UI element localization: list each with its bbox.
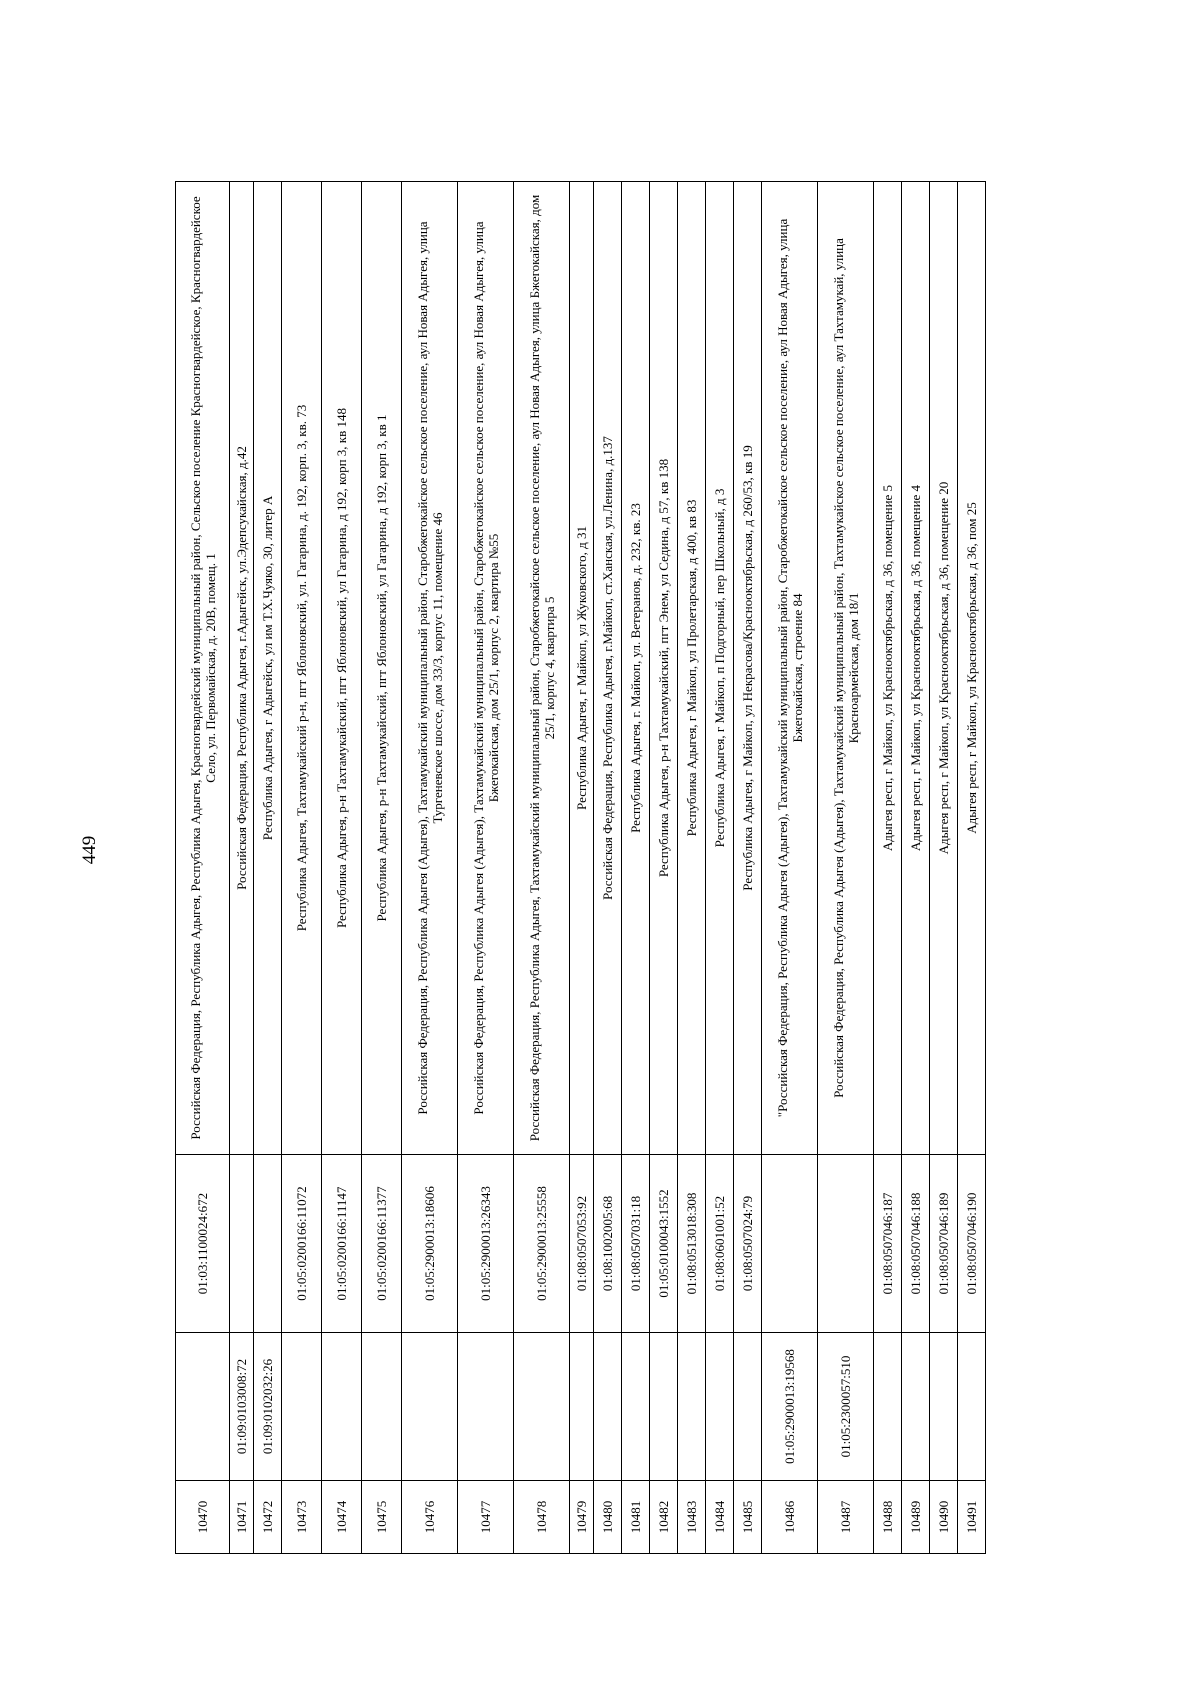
row-number: 10471 bbox=[230, 1481, 254, 1554]
cadastral-number-2: 01:08:0507046:188 bbox=[902, 1155, 930, 1333]
cadastral-number-2: 01:08:0507046:189 bbox=[930, 1155, 958, 1333]
registry-table bbox=[175, 181, 986, 1554]
row-number: 10478 bbox=[514, 1481, 570, 1554]
cadastral-number-2: 01:08:0513018:308 bbox=[678, 1155, 706, 1333]
registry-table-body bbox=[176, 182, 986, 1554]
address-cell: Адыгея респ, г Майкоп, ул Краснооктябрьская, д 36, помещение 4 bbox=[902, 182, 930, 1155]
cadastral-number-2: 01:08:0507024:79 bbox=[734, 1155, 762, 1333]
row-number: 10472 bbox=[254, 1481, 282, 1554]
row-number: 10480 bbox=[594, 1481, 622, 1554]
cadastral-number-1 bbox=[874, 1333, 902, 1481]
cadastral-number-2: 01:05:0100043:1552 bbox=[650, 1155, 678, 1333]
address-cell: Республика Адыгея, г Майкоп, ул Некрасова/Краснооктябрьская, д 260/53, кв 19 bbox=[734, 182, 762, 1155]
table-row bbox=[176, 182, 230, 1554]
cadastral-number-2 bbox=[254, 1155, 282, 1333]
table-row bbox=[650, 182, 678, 1554]
table-row bbox=[594, 182, 622, 1554]
row-number: 10479 bbox=[570, 1481, 594, 1554]
row-number: 10477 bbox=[458, 1481, 514, 1554]
cadastral-number-1: 01:05:2900013:19568 bbox=[762, 1333, 818, 1481]
address-cell: Российская Федерация, Республика Адыгея, Республика Адыгея, Красногвардейский муниципальный район, Сельское поселение Красногвардейское, Красногвардейское Село, ул. Первомайская, д. 20В, помещ. 1 bbox=[176, 182, 230, 1155]
address-cell: Российская Федерация, Республика Адыгея (Адыгея), Тахтамукайский муниципальный район, Старобжегокайское сельское поселение, аул Новая Адыгея, улица Тургеневское шоссе, дом 33/3, корпус 11, помещение 46 bbox=[402, 182, 458, 1155]
table-row bbox=[570, 182, 594, 1554]
cadastral-number-1 bbox=[570, 1333, 594, 1481]
table-row bbox=[322, 182, 362, 1554]
table-row bbox=[282, 182, 322, 1554]
cadastral-number-1 bbox=[622, 1333, 650, 1481]
table-row bbox=[362, 182, 402, 1554]
row-number: 10483 bbox=[678, 1481, 706, 1554]
row-number: 10481 bbox=[622, 1481, 650, 1554]
table-row bbox=[762, 182, 818, 1554]
cadastral-number-1 bbox=[678, 1333, 706, 1481]
cadastral-number-2: 01:03:1100024:672 bbox=[176, 1155, 230, 1333]
cadastral-number-2: 01:05:0200166:11072 bbox=[282, 1155, 322, 1333]
cadastral-number-2: 01:05:0200166:11377 bbox=[362, 1155, 402, 1333]
address-cell: Российская Федерация, Республика Адыгея, г.Адыгейск, ул.Эдепсукайская, д.42 bbox=[230, 182, 254, 1155]
address-cell: Республика Адыгея, р-н Тахтамукайский, пгт Яблоновский, ул Гагарина, д 192, корп 3, кв 1 bbox=[362, 182, 402, 1155]
address-cell: Республика Адыгея, Тахтамукайский р-н, пгт Яблоновский, ул. Гагарина, д. 192, корп. 3, кв. 73 bbox=[282, 182, 322, 1155]
cadastral-number-1 bbox=[734, 1333, 762, 1481]
cadastral-number-2: 01:05:2900013:26343 bbox=[458, 1155, 514, 1333]
address-cell: Российская Федерация, Республика Адыгея (Адыгея), Тахтамукайский муниципальный район, Тахтамукайское сельское поселение, аул Тахтамукай, улица Красноармейская, дом 18/1 bbox=[818, 182, 874, 1155]
table-row bbox=[254, 182, 282, 1554]
cadastral-number-1 bbox=[176, 1333, 230, 1481]
cadastral-number-2: 01:08:0507031:18 bbox=[622, 1155, 650, 1333]
cadastral-number-1: 01:05:2300057:510 bbox=[818, 1333, 874, 1481]
cadastral-number-2 bbox=[230, 1155, 254, 1333]
cadastral-number-1: 01:09:0103008:72 bbox=[230, 1333, 254, 1481]
cadastral-number-2: 01:08:0507046:187 bbox=[874, 1155, 902, 1333]
table-row bbox=[874, 182, 902, 1554]
cadastral-number-2 bbox=[818, 1155, 874, 1333]
address-cell: Российская Федерация, Республика Адыгея, г.Майкоп, ст.Ханская, ул.Ленина, д.137 bbox=[594, 182, 622, 1155]
row-number: 10490 bbox=[930, 1481, 958, 1554]
table-row bbox=[402, 182, 458, 1554]
row-number: 10485 bbox=[734, 1481, 762, 1554]
address-cell: "Российская Федерация, Республика Адыгея (Адыгея), Тахтамукайский муниципальный район, Старобжегокайское сельское поселение, аул Новая Адыгея, улица Бжегокайская, строение 84 bbox=[762, 182, 818, 1155]
address-cell: Республика Адыгея, г Майкоп, ул Пролетарская, д 400, кв 83 bbox=[678, 182, 706, 1155]
cadastral-number-1 bbox=[402, 1333, 458, 1481]
table-row bbox=[958, 182, 986, 1554]
table-row bbox=[458, 182, 514, 1554]
table-row bbox=[514, 182, 570, 1554]
page-number: 449 bbox=[79, 835, 100, 865]
cadastral-number-1 bbox=[362, 1333, 402, 1481]
cadastral-number-2: 01:05:2900013:25558 bbox=[514, 1155, 570, 1333]
cadastral-number-2: 01:08:0507053:92 bbox=[570, 1155, 594, 1333]
table-row bbox=[230, 182, 254, 1554]
address-cell: Республика Адыгея, р-н Тахтамукайский, пгт Энем, ул Седина, д 57, кв 138 bbox=[650, 182, 678, 1155]
row-number: 10476 bbox=[402, 1481, 458, 1554]
row-number: 10486 bbox=[762, 1481, 818, 1554]
address-cell: Адыгея респ, г Майкоп, ул Краснооктябрьская, д 36, помещение 20 bbox=[930, 182, 958, 1155]
cadastral-number-1 bbox=[958, 1333, 986, 1481]
address-cell: Республика Адыгея, г Майкоп, п Подгорный, пер Школьный, д 3 bbox=[706, 182, 734, 1155]
cadastral-number-1 bbox=[706, 1333, 734, 1481]
row-number: 10488 bbox=[874, 1481, 902, 1554]
row-number: 10491 bbox=[958, 1481, 986, 1554]
cadastral-number-2: 01:08:1002005:68 bbox=[594, 1155, 622, 1333]
cadastral-number-1 bbox=[322, 1333, 362, 1481]
address-cell: Республика Адыгея, г Майкоп, ул Жуковского, д 31 bbox=[570, 182, 594, 1155]
cadastral-number-1 bbox=[902, 1333, 930, 1481]
row-number: 10474 bbox=[322, 1481, 362, 1554]
cadastral-number-1 bbox=[514, 1333, 570, 1481]
cadastral-number-1: 01:09:0102032:26 bbox=[254, 1333, 282, 1481]
table-row bbox=[902, 182, 930, 1554]
rotated-table-container bbox=[175, 182, 1200, 1554]
cadastral-number-2: 01:08:0507046:190 bbox=[958, 1155, 986, 1333]
address-cell: Адыгея респ, г Майкоп, ул Краснооктябрьская, д 36, пом 25 bbox=[958, 182, 986, 1155]
row-number: 10482 bbox=[650, 1481, 678, 1554]
address-cell: Республика Адыгея, г. Майкоп, ул. Ветеранов, д. 232, кв. 23 bbox=[622, 182, 650, 1155]
table-row bbox=[818, 182, 874, 1554]
cadastral-number-1 bbox=[650, 1333, 678, 1481]
address-cell: Республика Адыгея, г Адыгейск, ул им Т.Х.Чуяко, 30, литер А bbox=[254, 182, 282, 1155]
address-cell: Адыгея респ, г Майкоп, ул Краснооктябрьская, д 36, помещение 5 bbox=[874, 182, 902, 1155]
row-number: 10470 bbox=[176, 1481, 230, 1554]
cadastral-number-2: 01:05:2900013:18606 bbox=[402, 1155, 458, 1333]
table-row bbox=[622, 182, 650, 1554]
table-row bbox=[678, 182, 706, 1554]
table-row bbox=[930, 182, 958, 1554]
cadastral-number-1 bbox=[282, 1333, 322, 1481]
cadastral-number-2: 01:05:0200166:11147 bbox=[322, 1155, 362, 1333]
address-cell: Российская Федерация, Республика Адыгея, Тахтамукайский муниципальный район, Старобжегокайское сельское поселение, аул Новая Адыгея, улица Бжегокайская, дом 25/1, корпус 4, квартира 5 bbox=[514, 182, 570, 1155]
table-region bbox=[175, 182, 1200, 1554]
cadastral-number-1 bbox=[594, 1333, 622, 1481]
row-number: 10489 bbox=[902, 1481, 930, 1554]
table-row bbox=[734, 182, 762, 1554]
cadastral-number-2: 01:08:0601001:52 bbox=[706, 1155, 734, 1333]
row-number: 10475 bbox=[362, 1481, 402, 1554]
cadastral-number-1 bbox=[458, 1333, 514, 1481]
cadastral-number-1 bbox=[930, 1333, 958, 1481]
row-number: 10484 bbox=[706, 1481, 734, 1554]
address-cell: Республика Адыгея, р-н Тахтамукайский, пгт Яблоновский, ул Гагарина, д 192, корп 3, кв 148 bbox=[322, 182, 362, 1155]
row-number: 10473 bbox=[282, 1481, 322, 1554]
address-cell: Российская Федерация, Республика Адыгея (Адыгея), Тахтамукайский муниципальный район, Старобжегокайское сельское поселение, аул Новая Адыгея, улица Бжегокайская, дом 25/1, корпус 2, квартира №55 bbox=[458, 182, 514, 1155]
row-number: 10487 bbox=[818, 1481, 874, 1554]
table-row bbox=[706, 182, 734, 1554]
cadastral-number-2 bbox=[762, 1155, 818, 1333]
